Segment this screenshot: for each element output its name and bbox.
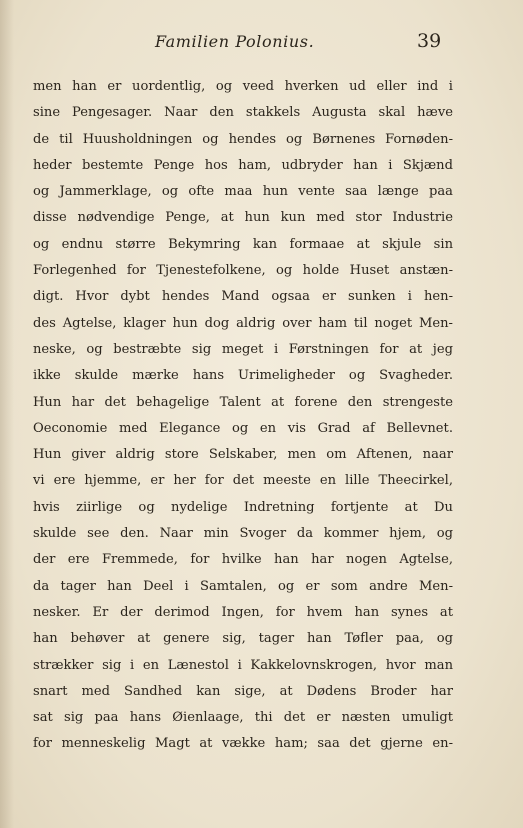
- text-line: men han er uordentlig, og veed hverken ud eller ind i: [33, 79, 453, 94]
- text-line: heder bestemte Penge hos ham, udbryder han i Skjænd: [33, 157, 453, 173]
- text-line: disse nødvendige Penge, at hun kun med stor Industrie: [33, 210, 453, 226]
- text-line: vi ere hjemme, er her for det meeste en lille Theecirkel,: [33, 473, 453, 489]
- text-line: ikke skulde mærke hans Urimeligheder og Svagheder.: [33, 368, 453, 384]
- page-number: 39: [417, 30, 442, 52]
- text-line: strækker sig i en Lænestol i Kakkelovnskrogen, hvor man: [33, 657, 453, 673]
- text-line: Forlegenhed for Tjenestefolkene, og holde Huset anstæn-: [33, 263, 453, 279]
- text-line: og endnu større Bekymring kan formaae at skjule sin: [33, 236, 453, 252]
- text-line: han behøver at genere sig, tager han Tøfler paa, og: [33, 631, 453, 647]
- text-line: snart med Sandhed kan sige, at Dødens Broder har: [33, 683, 453, 699]
- text-line: sat sig paa hans Øienlaage, thi det er næsten umuligt: [33, 710, 453, 726]
- text-line: Oeconomie med Elegance og en vis Grad af Bellevnet.: [33, 420, 453, 436]
- running-title: Familien Polonius.: [155, 32, 315, 51]
- text-line: digt. Hvor dybt hendes Mand ogsaa er sunken i hen-: [33, 289, 453, 305]
- text-line: Hun giver aldrig store Selskaber, men om Aftenen, naar: [33, 447, 453, 463]
- text-line: skulde see den. Naar min Svoger da kommer hjem, og: [33, 526, 453, 542]
- text-line: des Agtelse, klager hun dog aldrig over ham til noget Men-: [33, 315, 453, 331]
- body-text: [33, 74, 453, 758]
- text-line: for menneskelig Magt at vække ham; saa det gjerne en-: [33, 736, 453, 752]
- text-line: da tager han Deel i Samtalen, og er som andre Men-: [33, 578, 453, 594]
- text-line: Hun har det behagelige Talent at forene den strengeste: [33, 394, 453, 410]
- text-line: hvis ziirlige og nydelige Indretning fortjente at Du: [33, 499, 453, 515]
- text-line: og Jammerklage, og ofte maa hun vente saa længe paa: [33, 184, 453, 200]
- text-line: der ere Fremmede, for hvilke han har nogen Agtelse,: [33, 552, 453, 568]
- page-header: [0, 30, 523, 58]
- text-line: neske, og bestræbte sig meget i Førstningen for at jeg: [33, 341, 453, 357]
- text-line: de til Huusholdningen og hendes og Børnenes Fornøden-: [33, 131, 453, 147]
- page-spine-shadow: [0, 0, 14, 828]
- text-line: sine Pengesager. Naar den stakkels Augusta skal hæve: [33, 105, 453, 121]
- text-line: nesker. Er der derimod Ingen, for hvem han synes at: [33, 604, 453, 620]
